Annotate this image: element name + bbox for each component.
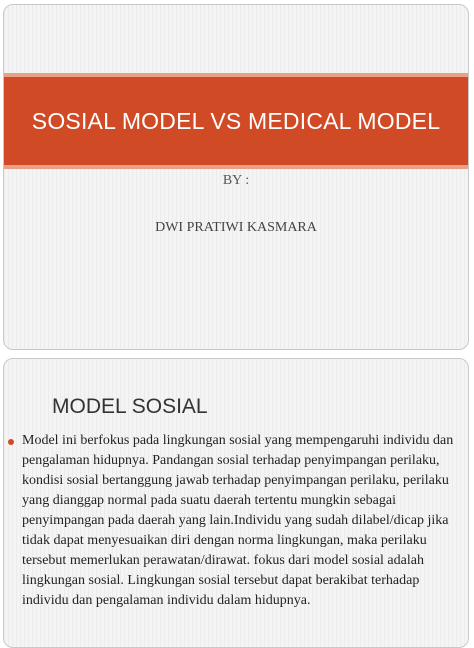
bullet-item: [8, 431, 464, 611]
author-name: DWI PRATIWI KASMARA: [155, 220, 317, 235]
bullet-text: Model ini berfokus pada lingkungan sosial yang mempengaruhi individu dan pengalaman hidupnya. Pandangan sosial terhadap penyimpangan perilaku, kondisi sosial bertanggung jawab terhadap penyimpangan perilaku, perilaku yang dianggap normal pada suatu daerah tertentu mungkin sebagai penyimpangan pada daerah yang lain.Individu yang sudah dilabel/dicap jika tidak dapat menyesuaikan diri dengan norma lingkungan, maka perilaku tersebut memerlukan perawatan/dirawat. fokus dari model sosial adalah lingkungan sosial. Lingkungan sosial tersebut dapat berakibat terhadap individu dan pengalaman individu dalam hidupnya.: [22, 433, 454, 608]
slide-heading: MODEL SOSIAL: [52, 395, 208, 418]
title-band: [4, 73, 468, 169]
content-slide: [3, 358, 469, 648]
slide-title: SOSIAL MODEL VS MEDICAL MODEL: [31, 107, 441, 134]
by-label: BY :: [222, 173, 250, 188]
title-slide: [3, 4, 469, 350]
bullet-dot-icon: [8, 439, 14, 445]
